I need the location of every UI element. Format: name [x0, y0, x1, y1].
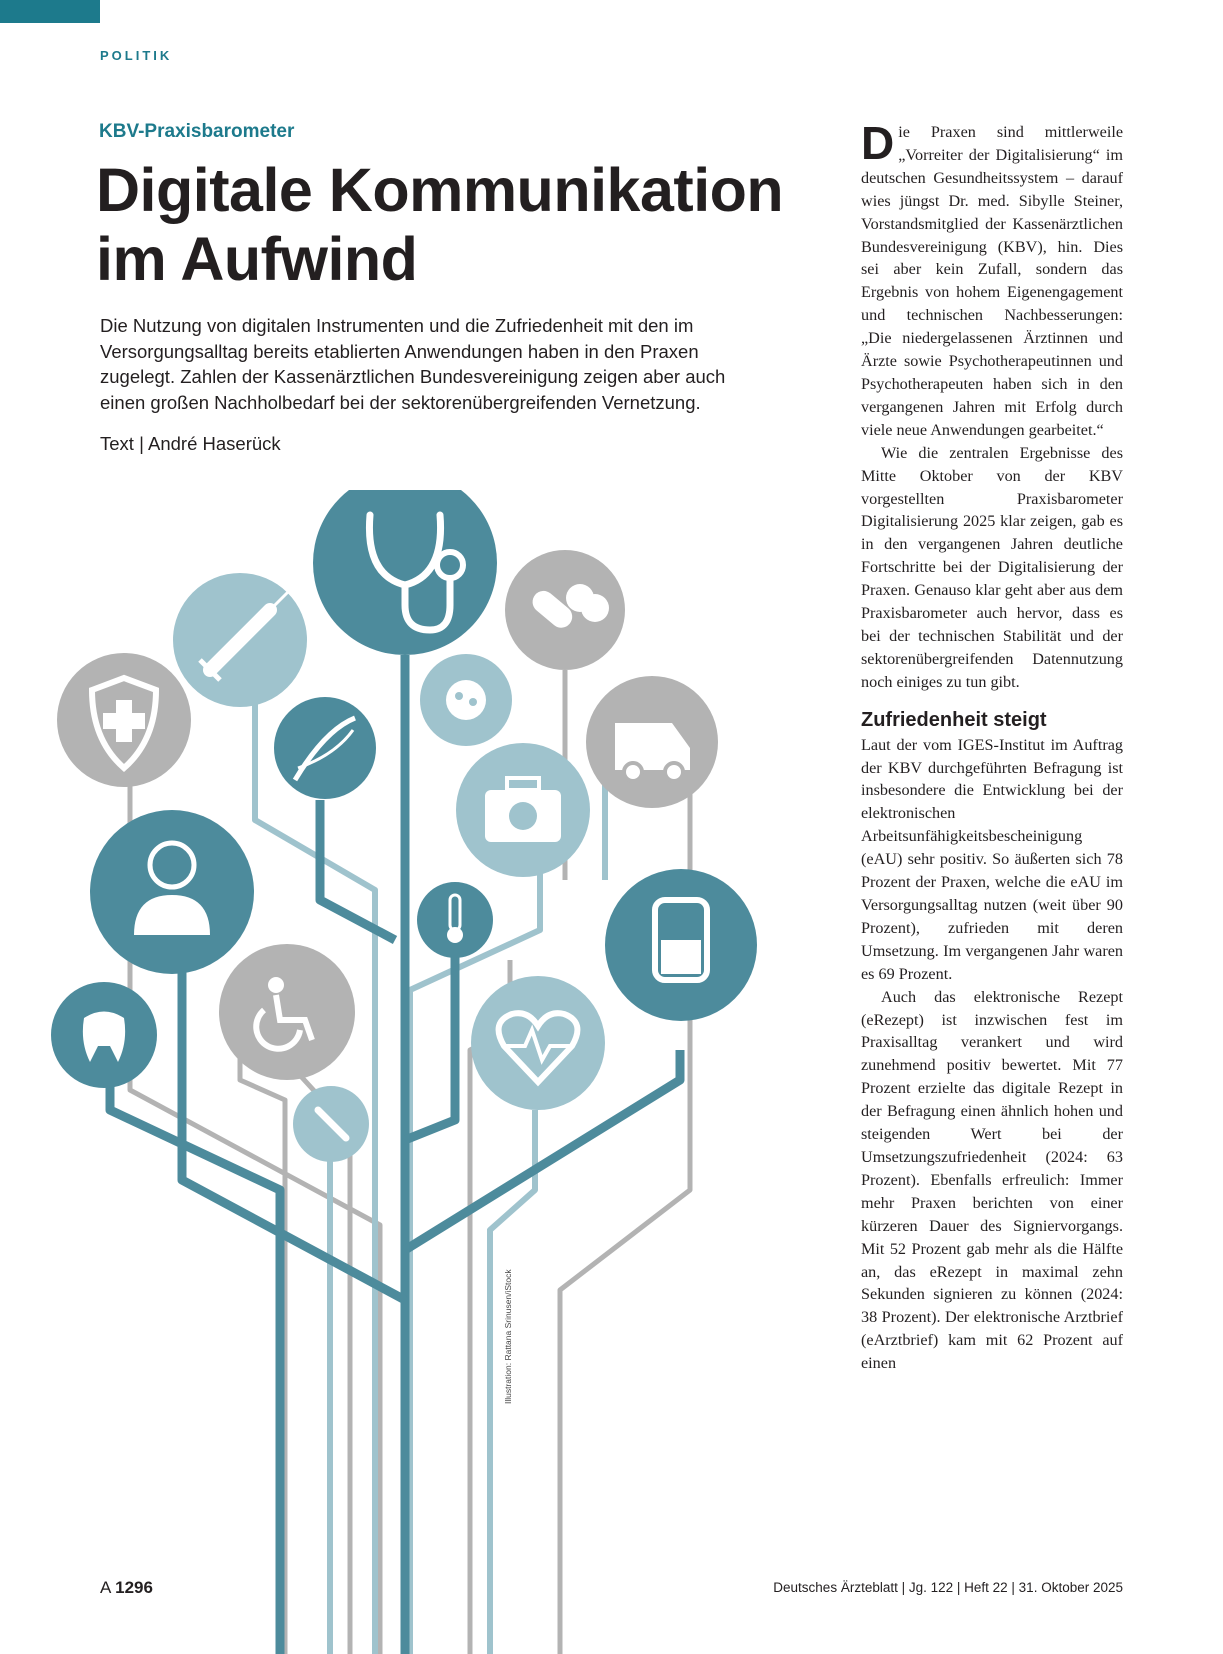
journal-citation: Deutsches Ärzteblatt | Jg. 122 | Heft 22 | 31. Oktober 2025: [773, 1580, 1123, 1595]
medical-tree-illustration: [50, 490, 810, 1654]
dna-icon: [274, 697, 376, 799]
ambulance-icon: [586, 676, 718, 808]
wheelchair-icon: [219, 944, 355, 1080]
shield-cross-icon: [57, 653, 191, 787]
thermometer-icon: [417, 882, 493, 958]
small-syringe-icon: [293, 1086, 369, 1162]
iv-bag-icon: [605, 869, 757, 1021]
drop-cap: D: [861, 117, 895, 169]
article-kicker: KBV-Praxisbarometer: [99, 121, 295, 142]
top-accent-bar: [0, 0, 100, 23]
body-paragraph-4: Auch das elektronische Rezept (eRezept) ist inzwischen fest im Praxisalltag verankert und wird zunehmend positiv bewertet. Mit 77 Prozent erzielte das digitale Rezept in der Befragung einen ähnlich hohen und steigenden Wert bei der Umsetzungszufriedenheit (2024: 63 Prozent). Ebenfalls erfreulich: Immer mehr Praxen berichten von einer kürzeren Dauer des Signiervorgangs. Mit 52 Prozent gab mehr als die Hälfte an, das eRezept in maximal zehn Sekunden signieren zu können (2024: 38 Prozent). Der elektronische Arztbrief (eArztbrief) kam mit 62 Prozent auf einen: [861, 987, 1123, 1373]
byline: Text | André Haserück: [100, 433, 281, 454]
doctor-avatar-icon: [90, 810, 254, 974]
article-lead: Die Nutzung von digitalen Instrumenten und die Zufriedenheit mit den im Versorgungsalltag bereits etablierten Anwendungen haben in den Praxen zugelegt. Zahlen der Kassenärztlichen Bundesvereinigung zeigen aber auch einen großen Nachholbedarf bei der sektorenübergreifenden Vernetzung.: [100, 315, 726, 413]
article-body-column: [861, 117, 1123, 1375]
body-paragraph-2: Wie die zentralen Ergebnisse des Mitte Oktober von der KBV vorgestellten Praxisbarometer Digitalisierung 2025 klar zeigen, gab es in den vergangenen Jahren deutliche Fortschritte bei der Digitalisierung der Praxen. Genauso klar geht aber aus dem Praxisbarometer auch hervor, dass es bei der technischen Stabilität und der sektorenübergreifenden Datennutzung noch einiges zu tun gibt.: [861, 443, 1123, 691]
virus-icon: [420, 654, 512, 746]
section-label: POLITIK: [100, 48, 173, 63]
body-paragraph-3: Laut der vom IGES-Institut im Auftrag der KBV durchgeführten Befragung ist insbesondere die Entwicklung bei der elektronischen Arbeitsunfähigkeitsbescheinigung (eAU) sehr positiv. So äußerten sich 78 Prozent der Praxen, welche die eAU im Versorgungsalltag nutzen (weit über 90 Prozent), zufrieden mit deren Umsetzung. Im vergangenen Jahr waren es 69 Prozent.: [861, 735, 1123, 983]
heart-pulse-icon: [471, 976, 605, 1110]
body-paragraph-1: Die Praxen sind mittlerweile „Vorreiter der Digitalisierung“ im deutschen Gesundheitssystem – darauf wies jüngst Dr. med. Sibylle Steiner, Vorstandsmitglied der Kassenärztlichen Bundesvereinigung (KBV), hin. Dies sei aber kein Zufall, sondern das Ergebnis von hohem Eigenengagement und technischen Nachbesserungen: „Die niedergelassenen Ärztinnen und Ärzte sowie Psychotherapeutinnen und Psychotherapeuten haben sich in den vergangenen Jahren mit Erfolg durch viele neue Anwendungen gearbeitet.“: [861, 117, 1123, 439]
title-line-1: Digitale Kommunikation: [96, 156, 784, 224]
tooth-icon: [51, 982, 157, 1088]
tree-branches: [110, 655, 690, 1654]
stethoscope-icon: [313, 490, 497, 655]
pills-icon: [505, 550, 625, 670]
illustration-credit: Illustration: Rattana Srinusen/iStock: [503, 1269, 513, 1404]
first-aid-kit-icon: [456, 743, 590, 877]
article-title: [96, 156, 796, 294]
page-number: A 1296: [100, 1578, 153, 1597]
subheading: Zufriedenheit steigt: [861, 708, 1047, 731]
title-line-2: im Aufwind: [96, 225, 418, 293]
syringe-icon: [173, 573, 307, 707]
